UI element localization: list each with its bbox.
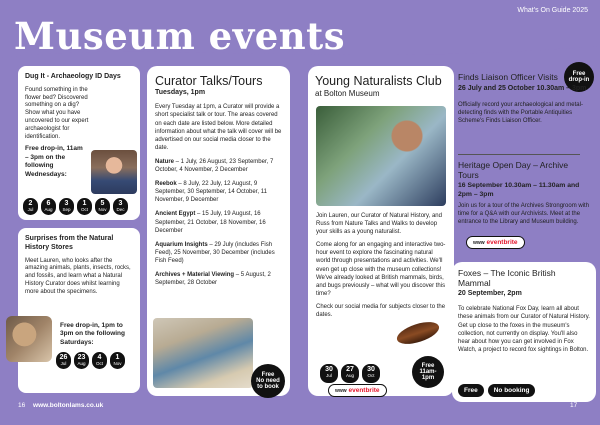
egyptian-artifact-photo xyxy=(153,318,253,388)
date-badge: 23 Aug xyxy=(74,352,89,369)
foxes-subtitle: 20 September, 2pm xyxy=(458,290,522,298)
heritage-subtitle: 16 September 10.30am – 11.30am and 2pm – 3pm xyxy=(458,182,580,199)
child-at-aquarium-photo xyxy=(316,106,446,206)
curator-item: Nature – 1 July, 26 August, 23 September, 7 October, 4 November, 2 December xyxy=(155,158,274,174)
eventbrite-badge[interactable]: www eventbrite xyxy=(466,236,525,249)
heritage-title: Heritage Open Day – Archive Tours xyxy=(458,160,569,181)
boy-photo xyxy=(91,150,137,194)
young-naturalists-card xyxy=(308,66,454,396)
date-badge: 26 Jul xyxy=(56,352,71,369)
page-number-left: 16 xyxy=(18,402,26,409)
foxes-pill-row xyxy=(458,384,535,397)
free-dropin-badge: Free drop-in xyxy=(564,62,594,92)
surprises-dates xyxy=(56,352,125,369)
dug-it-text: Found something in the flower bed? Discovered something on a dig? Show what you have uncovered to our expert archaeologist for identification. xyxy=(25,86,89,140)
heritage-open-day-section xyxy=(458,160,590,226)
left-sidebar xyxy=(18,66,140,393)
curator-item: Ancient Egypt – 15 July, 19 August, 16 September, 21 October, 18 November, 16 December xyxy=(155,211,266,234)
deer-specimen-photo xyxy=(6,316,52,362)
surprises-text: Meet Lauren, who looks after the amazing animals, plants, insects, rocks, and fossils, and learn what a Natural History Curator does whilst learning more about the specimens. xyxy=(25,257,131,295)
date-badge: 3 Dec xyxy=(113,198,128,215)
dug-it-card xyxy=(18,66,140,220)
naturalists-title: Young Naturalists Club xyxy=(315,74,442,88)
date-badge: 2 Jul xyxy=(23,198,38,215)
curator-talks-card xyxy=(147,66,290,396)
foxes-card xyxy=(452,262,596,402)
date-badge: 6 Aug xyxy=(41,198,56,215)
page-header xyxy=(0,0,600,66)
page-title: Museum events xyxy=(14,14,346,58)
guide-label: What's On Guide 2025 xyxy=(517,7,588,14)
free-time-badge: Free 11am- 1pm xyxy=(412,356,444,388)
date-badge: 30 Oct xyxy=(362,364,380,383)
free-pill: Free xyxy=(458,384,484,397)
finds-liaison-section xyxy=(458,72,588,126)
surprises-title: Surprises from the Natural History Stores xyxy=(25,235,114,251)
dug-it-dates xyxy=(23,198,128,215)
date-badge: 4 Oct xyxy=(92,352,107,369)
footer-left xyxy=(18,402,103,409)
page-number-right: 17 xyxy=(570,402,578,409)
heritage-text: Join us for a tour of the Archives Strongroom with time for a Q&A with our Archivists. Meet at the entrance to the Library and Museum building. xyxy=(458,203,590,226)
curator-item: Reebok – 8 July, 22 July, 12 August, 9 September, 30 September, 14 October, 11 November, 9 December xyxy=(155,181,267,204)
no-booking-pill: No booking xyxy=(488,384,536,397)
foxes-text: To celebrate National Fox Day, learn all about these animals from our Curator of Natural History. Get up close to the foxes in the museum's collection, not currently on display. You'll also hear about how you can get involved in Fox Watch, a project to record fox sightings in Bolton. xyxy=(458,306,590,353)
naturalists-dates xyxy=(320,364,380,383)
date-badge: 27 Aug xyxy=(341,364,359,383)
curator-item: Aquarium Insights – 29 July (includes Fish Feed), 25 November, 30 December (includes Fish Feed) xyxy=(155,241,275,264)
date-badge: 30 Jul xyxy=(320,364,338,383)
curator-intro: Every Tuesday at 1pm, a Curator will provide a short specialist talk or tour. The areas covered on each date are listed below. More detailed information about what the talk will cover will be advertised on our social media closer to the date. xyxy=(155,104,282,151)
surprises-card xyxy=(18,228,140,393)
finds-title: Finds Liaison Officer Visits xyxy=(458,72,558,82)
date-badge: 1 Oct xyxy=(77,198,92,215)
section-divider xyxy=(458,154,580,155)
date-badge: 1 Nov xyxy=(110,352,125,369)
date-badge: 3 Sep xyxy=(59,198,74,215)
naturalists-subtitle: at Bolton Museum xyxy=(315,89,380,99)
curator-subtitle: Tuesdays, 1pm xyxy=(155,89,206,97)
website-link[interactable]: www.boltonlams.co.uk xyxy=(33,402,104,409)
free-no-booking-badge: Free No need to book xyxy=(251,364,285,398)
dug-it-title: Dug It - Archaeology ID Days xyxy=(25,73,121,80)
eventbrite-badge[interactable]: www eventbrite xyxy=(328,384,387,397)
curator-title: Curator Talks/Tours xyxy=(155,74,263,88)
dug-it-dropin: Free drop-in, 11am – 3pm on the following Wednesdays: xyxy=(25,145,83,178)
finds-text: Officially record your archaeological and metal-detecting finds with the Portable Antiquities Scheme's Finds Liaison Officer. xyxy=(458,102,583,125)
naturalists-text: Join Lauren, our Curator of Natural History, and Russ from Nature Talks and Walks to develop your skills as a young naturalist. Come along for an engaging and interactive two-hour event to explore the fascinating natural world through presentations and activities. We'll even get up close with the museum collections! We've already looked at British mammals, birds, and bugs previously – what will you discover this time? Check our social media for subjects closer to the dates. xyxy=(316,213,446,319)
foxes-title: Foxes – The Iconic British Mammal xyxy=(458,268,556,289)
surprises-dropin: Free drop-in, 1pm to 3pm on the following Saturdays: xyxy=(60,322,125,346)
date-badge: 5 Nov xyxy=(95,198,110,215)
finds-subtitle: 26 July and 25 October 10.30am – 3pm xyxy=(458,85,587,93)
curator-item: Archives + Material Viewing – 5 August, 2 September, 28 October xyxy=(155,271,271,287)
